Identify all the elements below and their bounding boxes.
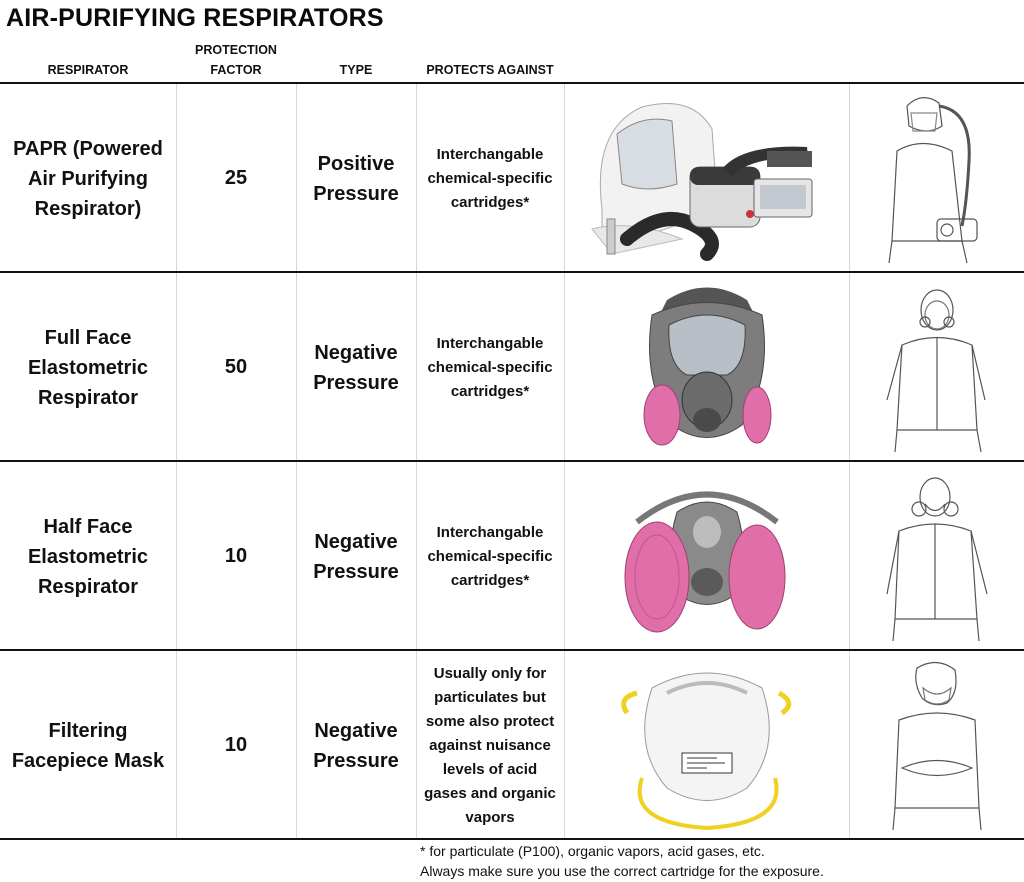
person-wearing-papr-sketch — [849, 84, 1024, 273]
table-row — [0, 460, 1024, 651]
name-line: Filtering — [48, 719, 128, 742]
type-line: Pressure — [313, 182, 399, 205]
protects-line: Interchangable — [436, 523, 544, 541]
protects-line: some also protect — [425, 712, 555, 730]
papr-hood-kit-photo — [564, 84, 850, 273]
header-factor-line1: PROTECTION — [195, 43, 277, 57]
protection-factor: 25 — [176, 84, 297, 273]
protects-line: against nuisance — [429, 736, 551, 754]
protects-line: Interchangable — [436, 145, 544, 163]
header-respirator: RESPIRATOR — [47, 63, 129, 77]
type-line: Positive — [317, 152, 395, 175]
respirator-name — [0, 273, 177, 462]
respirator-type — [296, 462, 417, 651]
name-line: Full Face — [44, 326, 132, 349]
half-face-mask-photo — [564, 462, 850, 651]
type-line: Negative — [314, 341, 398, 364]
respirator-type — [296, 651, 417, 840]
name-line: Half Face — [43, 515, 133, 538]
protects-line: cartridges* — [450, 571, 530, 589]
n95-mask-photo — [564, 651, 850, 840]
type-line: Pressure — [313, 560, 399, 583]
protects-against — [416, 273, 565, 462]
protects-line: chemical-specific — [427, 358, 553, 376]
protects-line: chemical-specific — [427, 547, 553, 565]
protection-factor: 10 — [176, 651, 297, 840]
person-wearing-n95-sketch — [849, 651, 1024, 840]
protects-line: Interchangable — [436, 334, 544, 352]
protects-line: particulates but — [434, 688, 546, 706]
header-factor-line2: FACTOR — [210, 63, 262, 77]
protects-line: gases and organic — [424, 784, 556, 802]
name-line: Elastometric — [27, 545, 149, 568]
type-line: Pressure — [313, 749, 399, 772]
respirator-name — [0, 84, 177, 273]
protects-line: Usually only for — [433, 664, 547, 682]
type-line: Negative — [314, 530, 398, 553]
table-row — [0, 82, 1024, 273]
protects-line: cartridges* — [450, 193, 530, 211]
page-title: AIR-PURIFYING RESPIRATORS — [6, 4, 384, 32]
protects-line: cartridges* — [450, 382, 530, 400]
protection-factor: 50 — [176, 273, 297, 462]
full-face-mask-photo — [564, 273, 850, 462]
protects-against — [416, 651, 565, 840]
name-line: Respirator — [37, 575, 139, 598]
protects-against — [416, 84, 565, 273]
name-line: Elastometric — [27, 356, 149, 379]
type-line: Negative — [314, 719, 398, 742]
table-bottom-rule — [0, 838, 1024, 840]
protects-line: levels of acid — [442, 760, 538, 778]
footnote-line2: Always make sure you use the correct cartridge for the exposure. — [420, 863, 824, 879]
header-protects-against: PROTECTS AGAINST — [426, 63, 554, 77]
name-line: Respirator — [37, 386, 139, 409]
table-row — [0, 271, 1024, 462]
protects-against — [416, 462, 565, 651]
table-row — [0, 649, 1024, 840]
protects-line: vapors — [465, 808, 515, 826]
name-line: Facepiece Mask — [11, 749, 165, 772]
name-line: PAPR (Powered — [13, 137, 163, 160]
respirator-name — [0, 651, 177, 840]
name-line: Air Purifying — [27, 167, 148, 190]
header-type: TYPE — [339, 63, 373, 77]
protection-factor: 10 — [176, 462, 297, 651]
protects-line: chemical-specific — [427, 169, 553, 187]
header-protection-factor — [176, 40, 296, 80]
footnote-line1: * for particulate (P100), organic vapors, acid gases, etc. — [420, 843, 765, 859]
name-line: Respirator) — [34, 197, 142, 220]
respirator-type — [296, 273, 417, 462]
respirator-type — [296, 84, 417, 273]
respirator-name — [0, 462, 177, 651]
person-wearing-full-face-sketch — [849, 273, 1024, 462]
person-wearing-half-face-sketch — [849, 462, 1024, 651]
type-line: Pressure — [313, 371, 399, 394]
